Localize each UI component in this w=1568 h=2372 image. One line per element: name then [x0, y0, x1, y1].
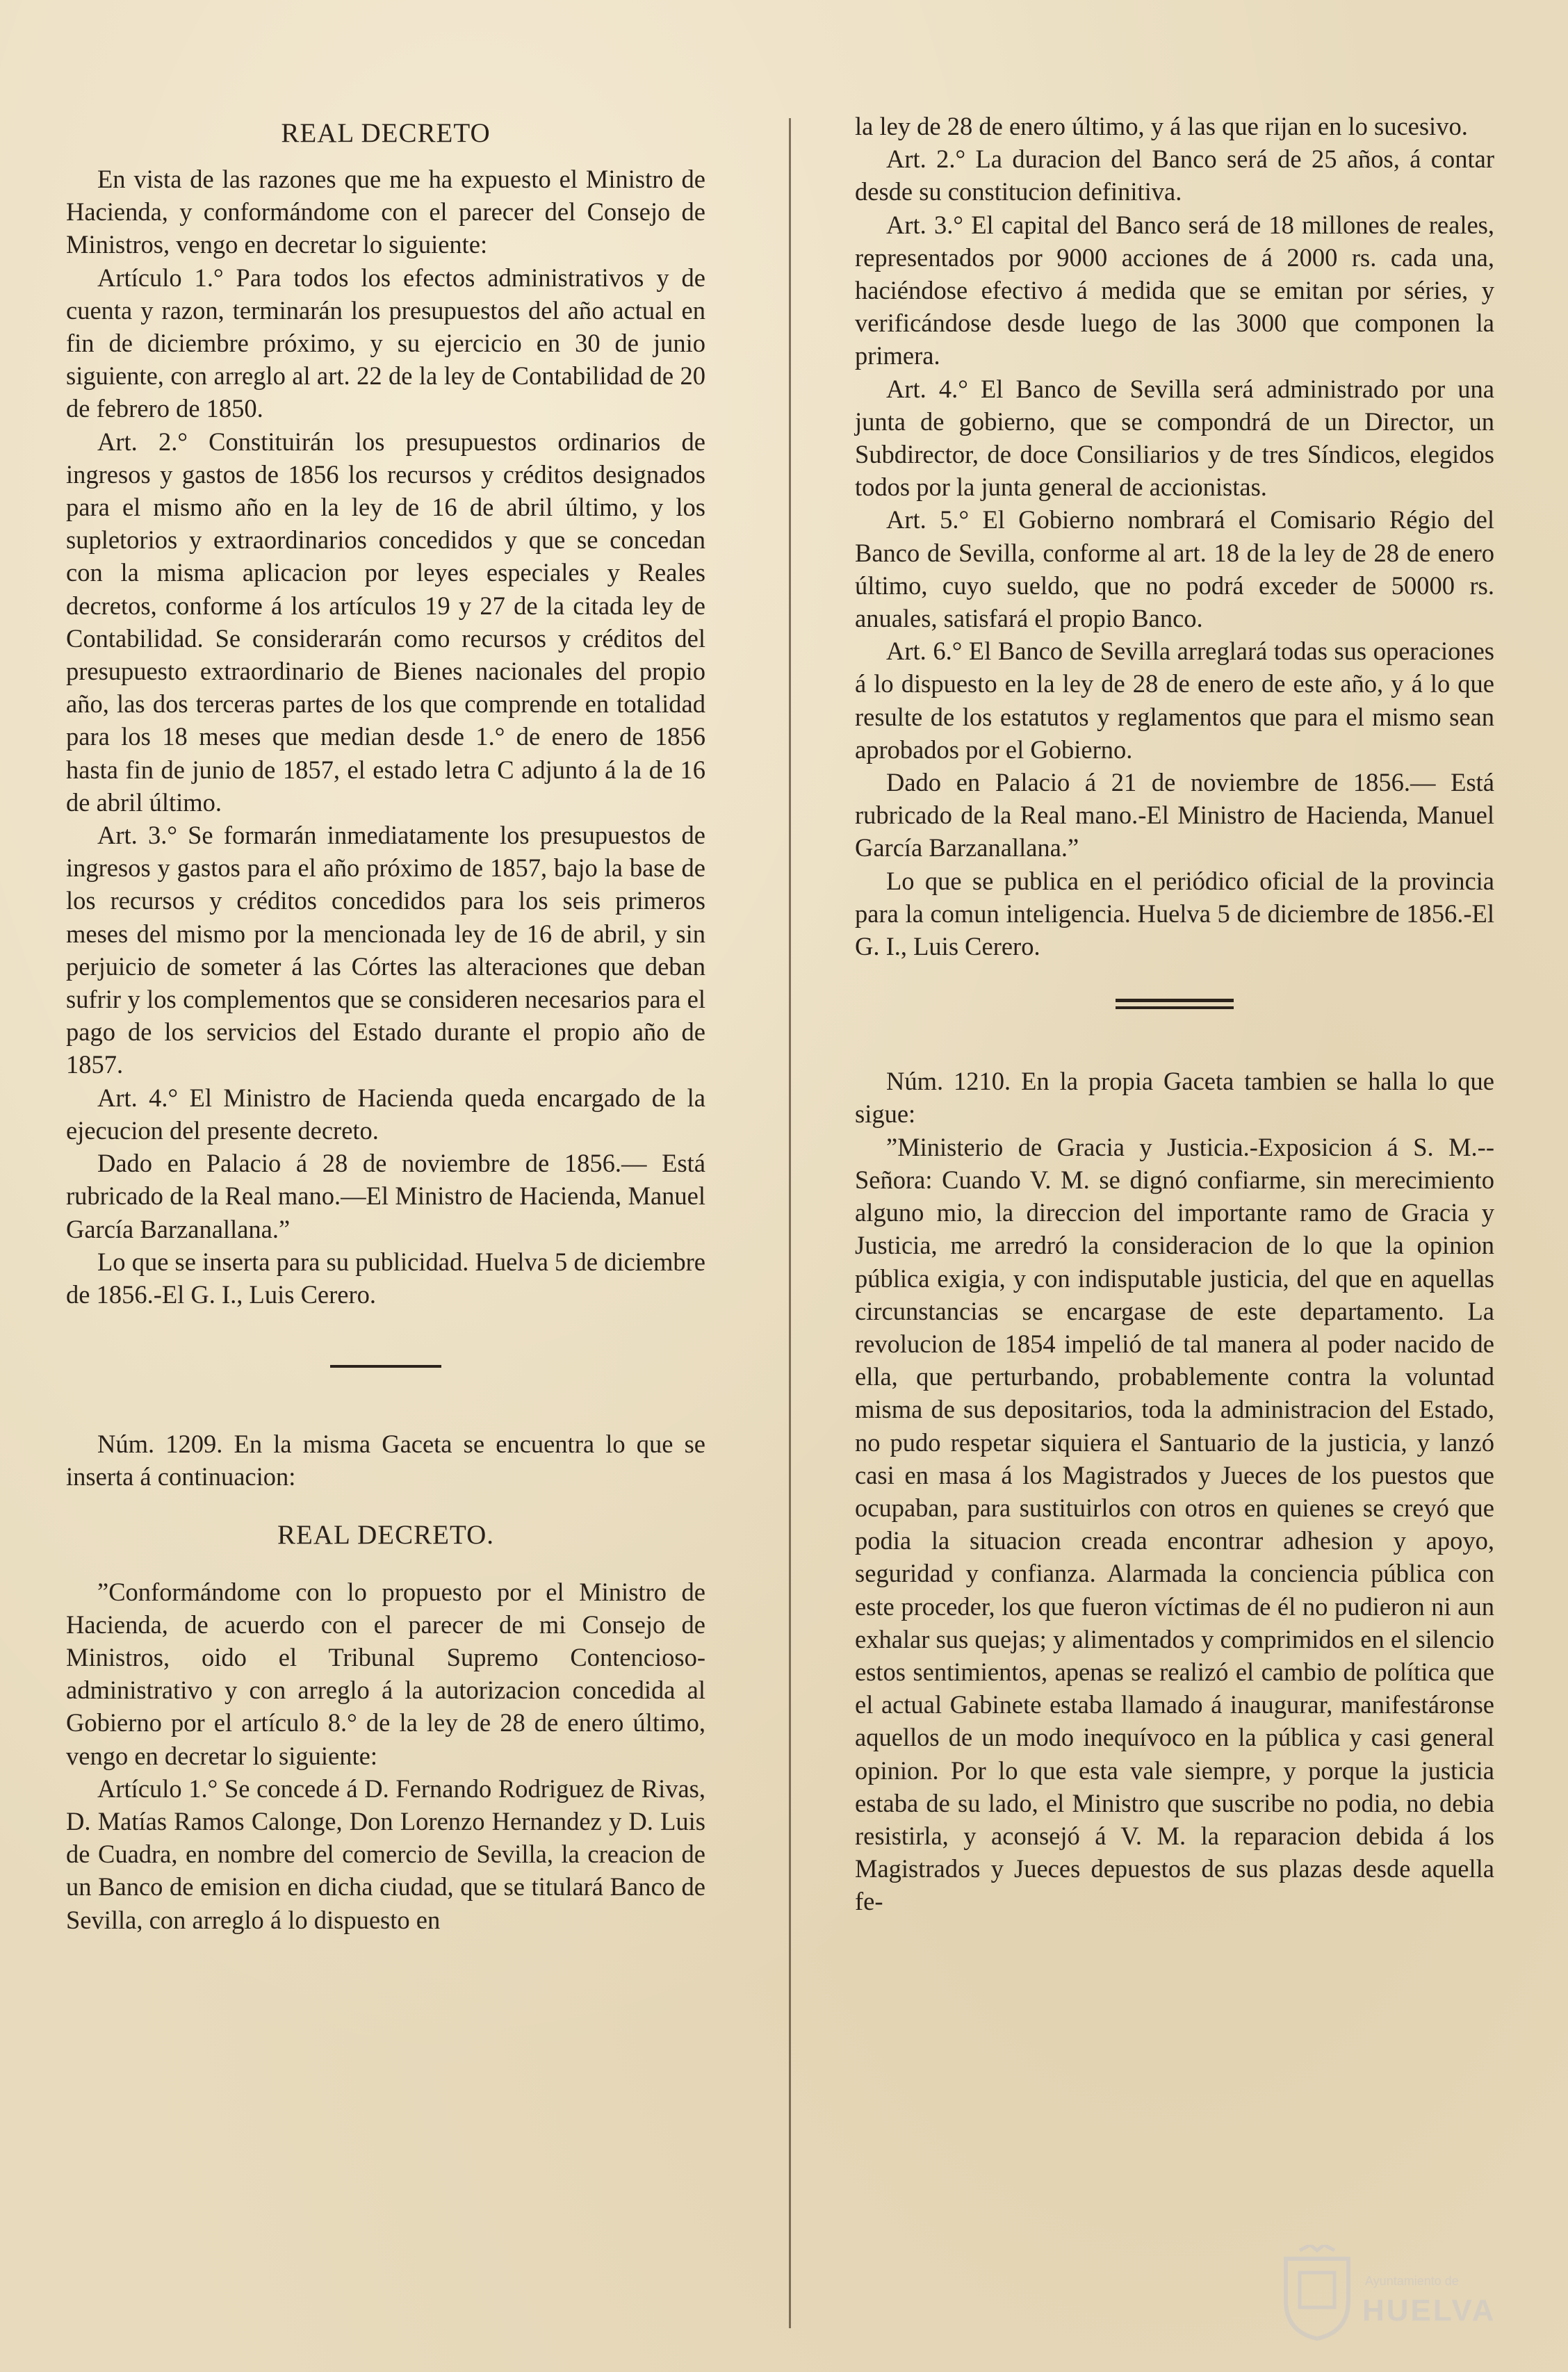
paragraph: Art. 3.° El capital del Banco será de 18 millones de reales, representados por 9000 acciones de á 2000 rs. cada una, haciéndose efectivo á medida que se emitan por séries, y verificándose desde luego de las 3000 que componen la primera.	[855, 210, 1494, 370]
left-column	[66, 111, 705, 1936]
paragraph: Art. 2.° La duracion del Banco será de 25 años, á contar desde su constitucion definitiva.	[855, 145, 1494, 206]
column-divider	[789, 118, 791, 2328]
paragraph: En vista de las razones que me ha expuesto el Ministro de Hacienda, y conformándome con el parecer del Consejo de Ministros, vengo en decretar lo siguiente:	[66, 165, 705, 259]
crest-icon	[1279, 2245, 1355, 2342]
paragraph: ”Conformándome con lo propuesto por el Ministro de Hacienda, de acuerdo con el parecer de mi Consejo de Ministros, oido el Tribunal Supremo Contencioso-administrativo y con arreglo á la autorizacion concedida al Gobierno por el artículo 8.° de la ley de 28 de enero último, vengo en decretar lo siguiente:	[66, 1577, 705, 1770]
watermark-label: Ayuntamiento de	[1365, 2274, 1459, 2288]
section-divider	[330, 1365, 441, 1368]
decree-heading: REAL DECRETO	[281, 118, 491, 148]
paragraph: Art. 4.° El Banco de Sevilla será administrado por una junta de gobierno, que se compondrá de un Director, un Subdirector, de doce Consiliarios y de tres Síndicos, elegidos todos por la junta general de accionistas.	[855, 374, 1494, 502]
paragraph: Lo que se inserta para su publicidad. Huelva 5 de diciembre de 1856.-El G. I., Luis Cerero.	[66, 1247, 705, 1309]
paragraph: ”Ministerio de Gracia y Justicia.-Exposicion á S. M.--Señora: Cuando V. M. se dignó confiarme, sin merecimiento alguno mio, la direccion del importante ramo de Gracia y Justicia, me arredró la consideracion de lo que la opinion pública exigia, y con indisputable justicia, del que en aquellas circunstancias se encargase de este departamento. La revolucion de 1854 impelió de tal manera al poder nacido de ella, que perturbando, probablemente contra la voluntad misma de sus depositarios, toda la administracion del Estado, no pudo respetar siquiera el Santuario de la justicia, y lanzó casi en masa á los Magistrados y Jueces de los puestos que ocupaban, para sustituirlos con otros en quienes se creyó que podia la situacion creada encontrar adhesion y apoyo, seguridad y confianza. Alarmada la conciencia pública con este proceder, los que fueron víctimas de él no pudieron ni aun exhalar sus quejas; y alimentados y comprimidos en el silencio estos sentimientos, apenas se realizó el cambio de política que el actual Gabinete estaba llamado á inaugurar, manifestáronse aquellos de un modo inequívoco en la pública y casi general opinion. Por lo que esta vale siempre, y porque la justicia estaba de su lado, el Ministro que suscribe no podia, no debia resistirla, y aconsejó á V. M. la reparacion debida á los Magistrados y Jueces depuestos de sus plazas desde aquella fe-	[855, 1132, 1494, 1916]
paragraph: Art. 2.° Constituirán los presupuestos ordinarios de ingresos y gastos de 1856 los recursos y créditos designados para el mismo año en la ley de 16 de abril último, y los supletorios y extraordinarios concedidos y que se concedan con la misma aplicacion por leyes especiales y Reales decretos, conforme á los artículos 19 y 27 de la citada ley de Contabilidad. Se considerarán como recursos y créditos del presupuesto extraordinario de Bienes nacionales del propio año, las dos terceras partes de los que comprende en totalidad para los 18 meses que median desde 1.° de enero de 1856 hasta fin de junio de 1857, el estado letra C adjunto á la de 16 de abril último.	[66, 427, 705, 817]
paragraph: Núm. 1210. En la propia Gaceta tambien se halla lo que sigue:	[855, 1067, 1494, 1129]
section-divider	[1116, 1006, 1234, 1009]
paragraph: Núm. 1209. En la misma Gaceta se encuentra lo que se inserta á continuacion:	[66, 1430, 705, 1491]
watermark-title: HUELVA	[1362, 2293, 1496, 2328]
paragraph: Lo que se publica en el periódico oficial de la provincia para la comun inteligencia. Huelva 5 de diciembre de 1856.-El G. I., Luis Cerero.	[855, 866, 1494, 961]
paragraph: la ley de 28 de enero último, y á las que rijan en lo sucesivo.	[855, 112, 1468, 140]
paragraph: Art. 6.° El Banco de Sevilla arreglará todas sus operaciones á lo dispuesto en la ley de 28 de enero de este año, y á lo que resulte de los estatutos y reglamentos que para el mismo sean aprobados por el Gobierno.	[855, 637, 1494, 764]
paragraph: Dado en Palacio á 28 de noviembre de 1856.— Está rubricado de la Real mano.—El Ministro de Hacienda, Manuel García Barzanallana.”	[66, 1149, 705, 1243]
right-column	[855, 110, 1494, 1918]
archive-watermark	[1279, 2245, 1515, 2342]
paragraph: Art. 5.° El Gobierno nombrará el Comisario Régio del Banco de Sevilla, conforme al art. 18 de la ley de 28 de enero último, cuyo sueldo, que no podrá exceder de 50000 rs. anuales, satisfará el propio Banco.	[855, 505, 1494, 633]
section-divider	[1116, 999, 1234, 1002]
paragraph: Art. 4.° El Ministro de Hacienda queda encargado de la ejecucion del presente decreto.	[66, 1083, 705, 1145]
paragraph: Artículo 1.° Para todos los efectos administrativos y de cuenta y razon, terminarán los presupuestos del año actual en fin de diciembre próximo, y su ejercicio en 30 de junio siguiente, con arreglo al art. 22 de la ley de Contabilidad de 20 de febrero de 1850.	[66, 263, 705, 423]
decree-heading: REAL DECRETO.	[277, 1519, 494, 1550]
paragraph: Artículo 1.° Se concede á D. Fernando Rodriguez de Rivas, D. Matías Ramos Calonge, Don Lorenzo Hernandez y D. Luis de Cuadra, en nombre del comercio de Sevilla, la creacion de un Banco de emision en dicha ciudad, que se titulará Banco de Sevilla, con arreglo á lo dispuesto en	[66, 1774, 705, 1934]
paragraph: Art. 3.° Se formarán inmediatamente los presupuestos de ingresos y gastos para el año próximo de 1857, bajo la base de los recursos y créditos concedidos para los seis primeros meses del mismo por la mencionada ley de 16 de abril, y sin perjuicio de someter á las Córtes las alteraciones que deban sufrir y los complementos que se consideren necesarios para el pago de los servicios del Estado durante el propio año de 1857.	[66, 821, 705, 1079]
paragraph: Dado en Palacio á 21 de noviembre de 1856.— Está rubricado de la Real mano.-El Ministro de Hacienda, Manuel García Barzanallana.”	[855, 768, 1494, 862]
